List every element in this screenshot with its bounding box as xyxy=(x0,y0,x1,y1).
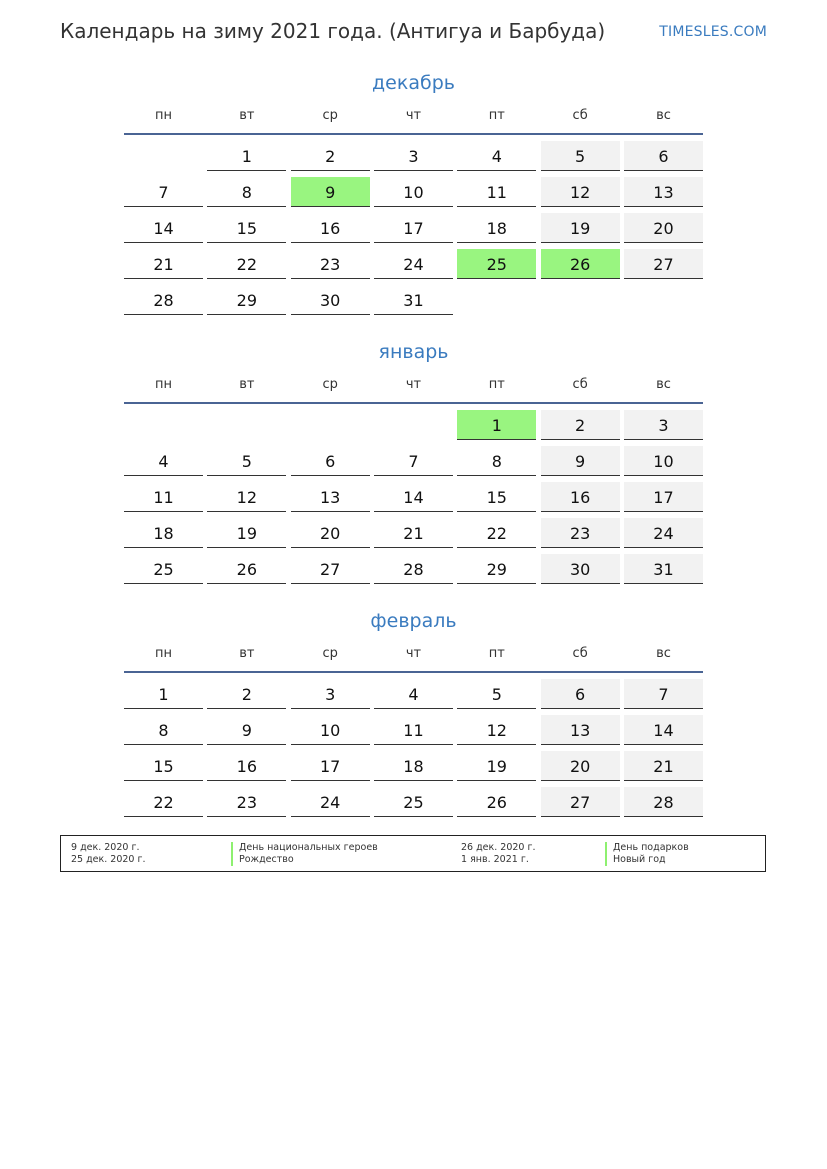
day-cell: 28 xyxy=(624,787,703,817)
day-cell: 20 xyxy=(624,213,703,243)
weekday-label: чт xyxy=(405,108,422,123)
day-cell: 18 xyxy=(374,751,453,781)
day-cell: 11 xyxy=(457,177,536,207)
day-cell: 17 xyxy=(374,213,453,243)
day-cell: 14 xyxy=(124,213,203,243)
day-cell: 1 xyxy=(207,141,286,171)
empty-cell xyxy=(124,410,203,440)
day-cell: 22 xyxy=(457,518,536,548)
day-cell: 30 xyxy=(291,285,370,315)
day-cell: 16 xyxy=(207,751,286,781)
day-cell: 18 xyxy=(124,518,203,548)
weekday-label: вс xyxy=(656,377,671,392)
day-cell: 16 xyxy=(291,213,370,243)
legend-holiday-name: День национальных героев xyxy=(239,842,378,853)
day-cell: 20 xyxy=(541,751,620,781)
day-cell: 3 xyxy=(291,679,370,709)
day-cell: 3 xyxy=(374,141,453,171)
day-cell: 15 xyxy=(457,482,536,512)
day-cell: 12 xyxy=(541,177,620,207)
weekday-label: сб xyxy=(572,646,588,661)
weekday-label: вт xyxy=(239,646,255,661)
legend-names-right xyxy=(605,842,689,866)
day-cell: 21 xyxy=(374,518,453,548)
day-cell: 15 xyxy=(207,213,286,243)
legend-names-left xyxy=(231,842,378,866)
day-cell: 4 xyxy=(124,446,203,476)
month-december xyxy=(124,71,703,315)
weekday-label: ср xyxy=(322,108,338,123)
day-cell: 22 xyxy=(124,787,203,817)
day-cell: 26 xyxy=(207,554,286,584)
day-cell: 29 xyxy=(207,285,286,315)
weekday-label: пт xyxy=(488,377,505,392)
day-cell: 11 xyxy=(374,715,453,745)
weekday-label: ср xyxy=(322,646,338,661)
day-cell: 31 xyxy=(624,554,703,584)
brand-link[interactable]: TIMESLES.COM xyxy=(659,24,767,40)
empty-cell xyxy=(374,410,453,440)
empty-cell xyxy=(207,410,286,440)
day-cell: 18 xyxy=(457,213,536,243)
day-cell: 6 xyxy=(291,446,370,476)
holiday-day-cell: 25 xyxy=(457,249,536,279)
day-cell: 21 xyxy=(124,249,203,279)
holiday-day-cell: 26 xyxy=(541,249,620,279)
empty-cell xyxy=(124,141,203,171)
day-cell: 17 xyxy=(291,751,370,781)
day-cell: 28 xyxy=(374,554,453,584)
day-cell: 20 xyxy=(291,518,370,548)
weekday-label: вт xyxy=(239,108,255,123)
day-cell: 27 xyxy=(624,249,703,279)
day-cell: 6 xyxy=(624,141,703,171)
month-title: декабрь xyxy=(372,72,455,94)
day-cell: 7 xyxy=(624,679,703,709)
day-cell: 12 xyxy=(207,482,286,512)
holiday-legend xyxy=(60,835,766,872)
day-cell: 5 xyxy=(457,679,536,709)
day-cell: 6 xyxy=(541,679,620,709)
day-cell: 30 xyxy=(541,554,620,584)
weekday-header xyxy=(124,376,703,404)
day-cell: 9 xyxy=(541,446,620,476)
day-cell: 12 xyxy=(457,715,536,745)
day-cell: 24 xyxy=(624,518,703,548)
month-february xyxy=(124,609,703,817)
weekday-label: пн xyxy=(155,108,172,123)
month-january xyxy=(124,340,703,584)
day-cell: 7 xyxy=(124,177,203,207)
day-cell: 19 xyxy=(457,751,536,781)
day-cell: 5 xyxy=(541,141,620,171)
month-title: январь xyxy=(378,341,449,363)
weekday-header xyxy=(124,645,703,673)
weekday-label: сб xyxy=(572,377,588,392)
weekday-label: пт xyxy=(488,646,505,661)
day-cell: 27 xyxy=(541,787,620,817)
day-cell: 31 xyxy=(374,285,453,315)
legend-holiday-name: Рождество xyxy=(239,854,294,865)
legend-holiday-name: Новый год xyxy=(613,854,666,865)
weekday-label: пн xyxy=(155,646,172,661)
day-cell: 24 xyxy=(291,787,370,817)
holiday-day-cell: 1 xyxy=(457,410,536,440)
day-cell: 11 xyxy=(124,482,203,512)
day-grid xyxy=(124,679,703,817)
day-cell: 14 xyxy=(624,715,703,745)
weekday-label: чт xyxy=(405,646,422,661)
day-cell: 3 xyxy=(624,410,703,440)
day-cell: 23 xyxy=(291,249,370,279)
weekday-label: вс xyxy=(656,108,671,123)
day-cell: 23 xyxy=(207,787,286,817)
day-cell: 21 xyxy=(624,751,703,781)
weekday-label: сб xyxy=(572,108,588,123)
day-cell: 23 xyxy=(541,518,620,548)
legend-dates-left xyxy=(71,842,146,866)
legend-dates-right xyxy=(461,842,536,866)
day-grid xyxy=(124,410,703,584)
legend-date: 26 дек. 2020 г. xyxy=(461,842,536,853)
day-grid xyxy=(124,141,703,315)
weekday-label: вт xyxy=(239,377,255,392)
day-cell: 13 xyxy=(624,177,703,207)
day-cell: 5 xyxy=(207,446,286,476)
day-cell: 14 xyxy=(374,482,453,512)
day-cell: 22 xyxy=(207,249,286,279)
day-cell: 10 xyxy=(291,715,370,745)
weekday-label: пн xyxy=(155,377,172,392)
holiday-day-cell: 9 xyxy=(291,177,370,207)
day-cell: 2 xyxy=(541,410,620,440)
day-cell: 7 xyxy=(374,446,453,476)
day-cell: 27 xyxy=(291,554,370,584)
day-cell: 24 xyxy=(374,249,453,279)
day-cell: 13 xyxy=(541,715,620,745)
legend-date: 1 янв. 2021 г. xyxy=(461,854,529,865)
day-cell: 1 xyxy=(124,679,203,709)
legend-holiday-name: День подарков xyxy=(613,842,689,853)
day-cell: 8 xyxy=(457,446,536,476)
day-cell: 10 xyxy=(374,177,453,207)
day-cell: 2 xyxy=(207,679,286,709)
day-cell: 26 xyxy=(457,787,536,817)
day-cell: 19 xyxy=(207,518,286,548)
day-cell: 8 xyxy=(124,715,203,745)
day-cell: 4 xyxy=(374,679,453,709)
empty-cell xyxy=(291,410,370,440)
page-title: Календарь на зиму 2021 года. (Антигуа и Барбуда) xyxy=(60,19,606,43)
day-cell: 19 xyxy=(541,213,620,243)
day-cell: 4 xyxy=(457,141,536,171)
day-cell: 25 xyxy=(124,554,203,584)
day-cell: 25 xyxy=(374,787,453,817)
weekday-label: вс xyxy=(656,646,671,661)
day-cell: 8 xyxy=(207,177,286,207)
legend-date: 25 дек. 2020 г. xyxy=(71,854,146,865)
day-cell: 17 xyxy=(624,482,703,512)
day-cell: 10 xyxy=(624,446,703,476)
weekday-label: пт xyxy=(488,108,505,123)
day-cell: 29 xyxy=(457,554,536,584)
day-cell: 13 xyxy=(291,482,370,512)
day-cell: 2 xyxy=(291,141,370,171)
day-cell: 28 xyxy=(124,285,203,315)
legend-date: 9 дек. 2020 г. xyxy=(71,842,140,853)
day-cell: 15 xyxy=(124,751,203,781)
weekday-label: ср xyxy=(322,377,338,392)
weekday-label: чт xyxy=(405,377,422,392)
day-cell: 9 xyxy=(207,715,286,745)
month-title: февраль xyxy=(370,610,457,632)
weekday-header xyxy=(124,107,703,135)
day-cell: 16 xyxy=(541,482,620,512)
